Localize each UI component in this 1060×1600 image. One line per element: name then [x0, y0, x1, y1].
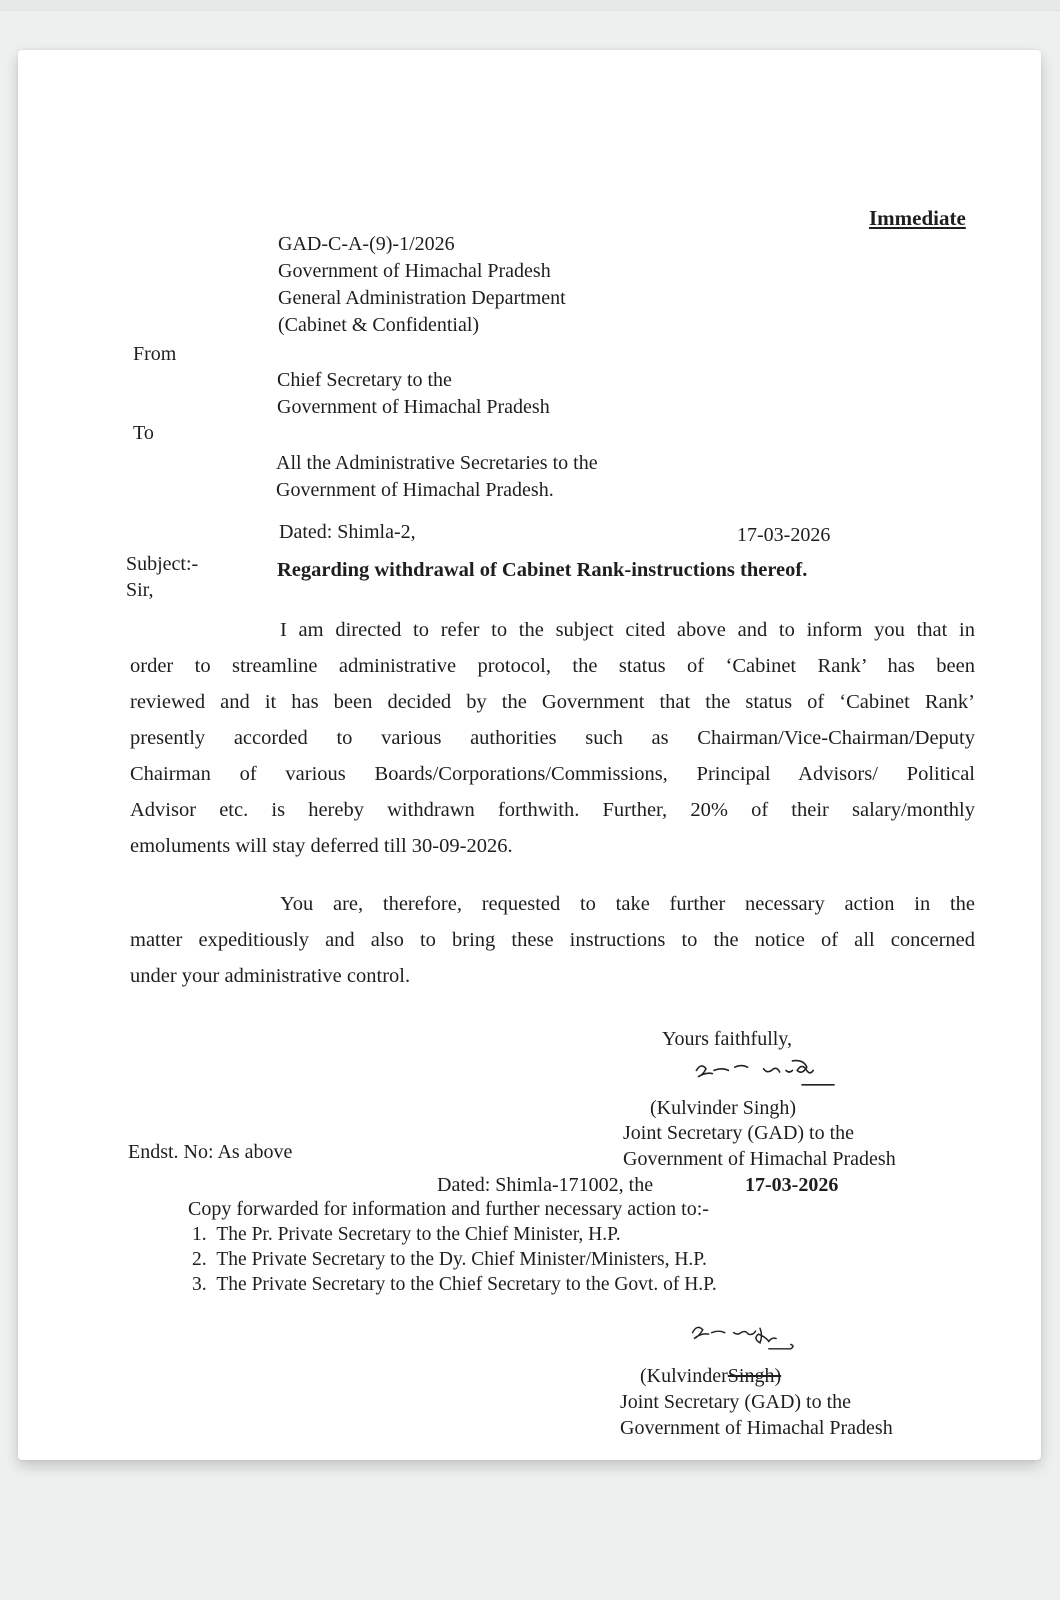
recipient-number: 3.	[192, 1274, 217, 1295]
signatory-last-name: Singh)	[727, 1365, 782, 1387]
body-line: under your administrative control.	[130, 965, 411, 987]
dated-place: Dated: Shimla-2,	[279, 521, 416, 543]
subject-text: Regarding withdrawal of Cabinet Rank-instructions thereof.	[277, 559, 808, 581]
letterhead-department: General Administration Department	[278, 287, 566, 309]
priority-label: Immediate	[869, 206, 966, 230]
body-line: matter expeditiously and also to bring these instructions to the notice of all concerned	[130, 929, 975, 951]
valediction: Yours faithfully,	[662, 1028, 793, 1050]
dated-date: 17-03-2026	[737, 524, 831, 546]
signatory-designation-2-2: Government of Himachal Pradesh	[620, 1417, 893, 1439]
signatory-designation-1: Joint Secretary (GAD) to the	[623, 1122, 855, 1144]
body-line: emoluments will stay deferred till 30-09-2026.	[130, 835, 513, 857]
recipient-text: The Private Secretary to the Dy. Chief Minister/Ministers, H.P.	[216, 1249, 707, 1270]
recipient-list	[192, 1222, 717, 1297]
viewer-top-bar	[0, 0, 1060, 11]
body-paragraph-1	[130, 612, 975, 864]
recipient-number: 2.	[192, 1249, 217, 1270]
copy-forwarded: Copy forwarded for information and further necessary action to:-	[188, 1198, 709, 1220]
signature-2	[660, 1318, 860, 1362]
letterhead-section: (Cabinet & Confidential)	[278, 314, 480, 336]
to-line-2: Government of Himachal Pradesh.	[276, 479, 554, 501]
subject-label: Subject:-	[126, 553, 199, 575]
from-line-1: Chief Secretary to the	[277, 369, 452, 391]
file-number: GAD-C-A-(9)-1/2026	[278, 233, 455, 255]
body-line: You are, therefore, requested to take further necessary action in the	[280, 893, 975, 915]
to-line-1: All the Administrative Secretaries to the	[276, 452, 598, 474]
to-label: To	[133, 422, 154, 444]
recipient-text: The Private Secretary to the Chief Secretary to the Govt. of H.P.	[216, 1274, 717, 1295]
body-line: presently accorded to various authorities such as Chairman/Vice-Chairman/Deputy	[130, 727, 975, 749]
recipient-item	[192, 1272, 717, 1297]
recipient-text: The Pr. Private Secretary to the Chief Minister, H.P.	[216, 1224, 621, 1245]
handwritten-signature-icon	[672, 1056, 852, 1096]
body-line: I am directed to refer to the subject cited above and to inform you that in	[280, 619, 975, 641]
body-line: reviewed and it has been decided by the Government that the status of ‘Cabinet Rank’	[130, 691, 975, 713]
salutation: Sir,	[126, 579, 154, 601]
signatory-designation-2-1: Joint Secretary (GAD) to the	[620, 1391, 852, 1413]
from-label: From	[133, 343, 177, 365]
endorsement-dated: Dated: Shimla-171002, the	[437, 1174, 654, 1196]
endorsement-number: Endst. No: As above	[128, 1141, 293, 1163]
signatory-designation-2: Government of Himachal Pradesh	[623, 1148, 896, 1170]
recipient-item	[192, 1222, 717, 1247]
from-line-2: Government of Himachal Pradesh	[277, 396, 550, 418]
signatory-first-name: (Kulvinder	[640, 1365, 728, 1387]
endorsement-date: 17-03-2026	[745, 1174, 839, 1196]
signatory-name: (Kulvinder Singh)	[650, 1097, 797, 1119]
body-line: order to streamline administrative protocol, the status of ‘Cabinet Rank’ has been	[130, 655, 975, 677]
recipient-item	[192, 1247, 717, 1272]
body-line: Chairman of various Boards/Corporations/Commissions, Principal Advisors/ Political	[130, 763, 975, 785]
body-paragraph-2	[130, 886, 975, 994]
recipient-number: 1.	[192, 1224, 217, 1245]
signatory-name-2	[640, 1364, 781, 1388]
letterhead-government: Government of Himachal Pradesh	[278, 260, 551, 282]
handwritten-signature-icon	[660, 1318, 860, 1362]
signature-1	[672, 1056, 852, 1096]
body-line: Advisor etc. is hereby withdrawn forthwith. Further, 20% of their salary/monthly	[130, 799, 975, 821]
